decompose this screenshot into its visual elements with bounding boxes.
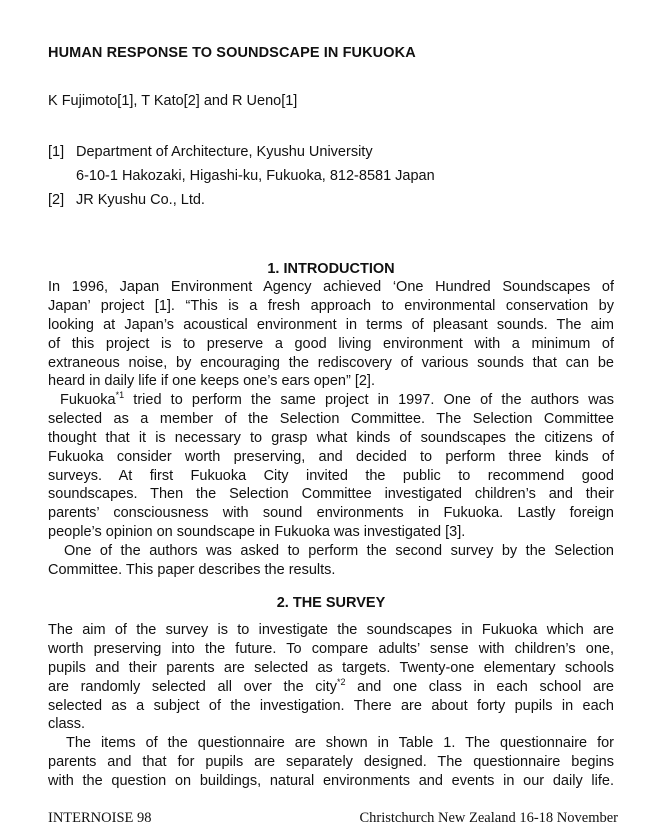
author-list: K Fujimoto[1], T Kato[2] and R Ueno[1] (48, 93, 298, 109)
text-line (48, 391, 614, 410)
text-line: parents’ consciousness with sound environments in Fukuoka. Lastly foreign (48, 505, 614, 522)
text-line: The items of the questionnaire are shown in Table 1. The questionnaire for (66, 735, 614, 751)
affiliation-2-line-1: JR Kyushu Co., Ltd. (76, 192, 205, 208)
text-line: with the question on buildings, natural environments and events in our daily life. (48, 772, 614, 789)
affiliation-1-line-1: Department of Architecture, Kyushu University (76, 144, 373, 160)
text-line (48, 678, 614, 697)
affiliation-tag-2: [2] (48, 192, 65, 208)
footnote-marker: *2 (337, 677, 346, 687)
text-line: worth preserving into the future. To compare adults’ sense with children’s one, (48, 640, 614, 657)
text-line: class. (48, 716, 86, 733)
text-line: looking at Japan’s acoustical environment in terms of pleasant sounds. The aim (48, 316, 614, 333)
intro-paragraph-2 (48, 391, 614, 542)
text-line: thought that it is necessary to grasp what kinds of soundscapes the citizens of (48, 429, 614, 446)
text-line: parents and that for pupils are separately designed. The questionnaire begins (48, 753, 614, 770)
text-line: of this project is to preserve a good living environment with a minimum of (48, 335, 614, 352)
affiliation-tag-1: [1] (48, 144, 65, 160)
footnote-marker: *1 (115, 391, 125, 400)
paper-title: HUMAN RESPONSE TO SOUNDSCAPE IN FUKUOKA (48, 45, 416, 61)
text-line: selected as a member of the Selection Committee. The Selection Committee (48, 410, 614, 427)
text-line: In 1996, Japan Environment Agency achieved ‘One Hundred Soundscapes of (48, 279, 614, 295)
section-heading-introduction: 1. INTRODUCTION (267, 261, 395, 277)
text-line: surveys. At first Fukuoka City invited the public to recommend good (48, 467, 614, 484)
text-fragment: tried to perform the same project in 1997. One of the authors was (124, 392, 614, 408)
text-line: people’s opinion on soundscape in Fukuoka was investigated [3]. (48, 524, 466, 541)
survey-paragraph-1 (48, 621, 614, 734)
text-line: One of the authors was asked to perform the second survey by the Selection (64, 543, 614, 559)
text-line: Japan’ project [1]. “This is a fresh approach to environmental conservation by (48, 297, 614, 314)
text-fragment: are randomly selected all over the city (48, 678, 338, 695)
survey-paragraph-2 (48, 734, 614, 791)
section-heading-survey: 2. THE SURVEY (276, 595, 386, 611)
text-line: soundscapes. Then the Selection Committee investigated children’s and their (48, 486, 614, 503)
footer-location-date: Christchurch New Zealand 16-18 November (359, 810, 618, 826)
text-line: The aim of the survey is to investigate the soundscapes in Fukuoka which are (48, 622, 614, 638)
text-line: selected as a subject of the investigation. There are about forty pupils in each (48, 697, 614, 714)
affiliation-1-line-2: 6-10-1 Hakozaki, Higashi-ku, Fukuoka, 812-8581 Japan (76, 168, 435, 184)
text-line: extraneous noise, by encouraging the rediscovery of various sounds that can be (48, 354, 614, 371)
intro-paragraph-1 (48, 278, 614, 391)
text-line: Committee. This paper describes the results. (48, 561, 336, 578)
text-line: Fukuoka consider worth preserving, and decided to perform three kinds of (48, 448, 614, 465)
text-line: pupils and their parents are selected as targets. Twenty-one elementary schools (48, 659, 614, 676)
footer-conference: INTERNOISE 98 (48, 810, 152, 826)
intro-paragraph-3 (48, 542, 614, 580)
text-fragment: Fukuoka (60, 392, 116, 408)
text-line: heard in daily life if one keeps one’s ears open” [2]. (48, 373, 375, 390)
text-fragment: and one class in each school are (345, 678, 614, 695)
